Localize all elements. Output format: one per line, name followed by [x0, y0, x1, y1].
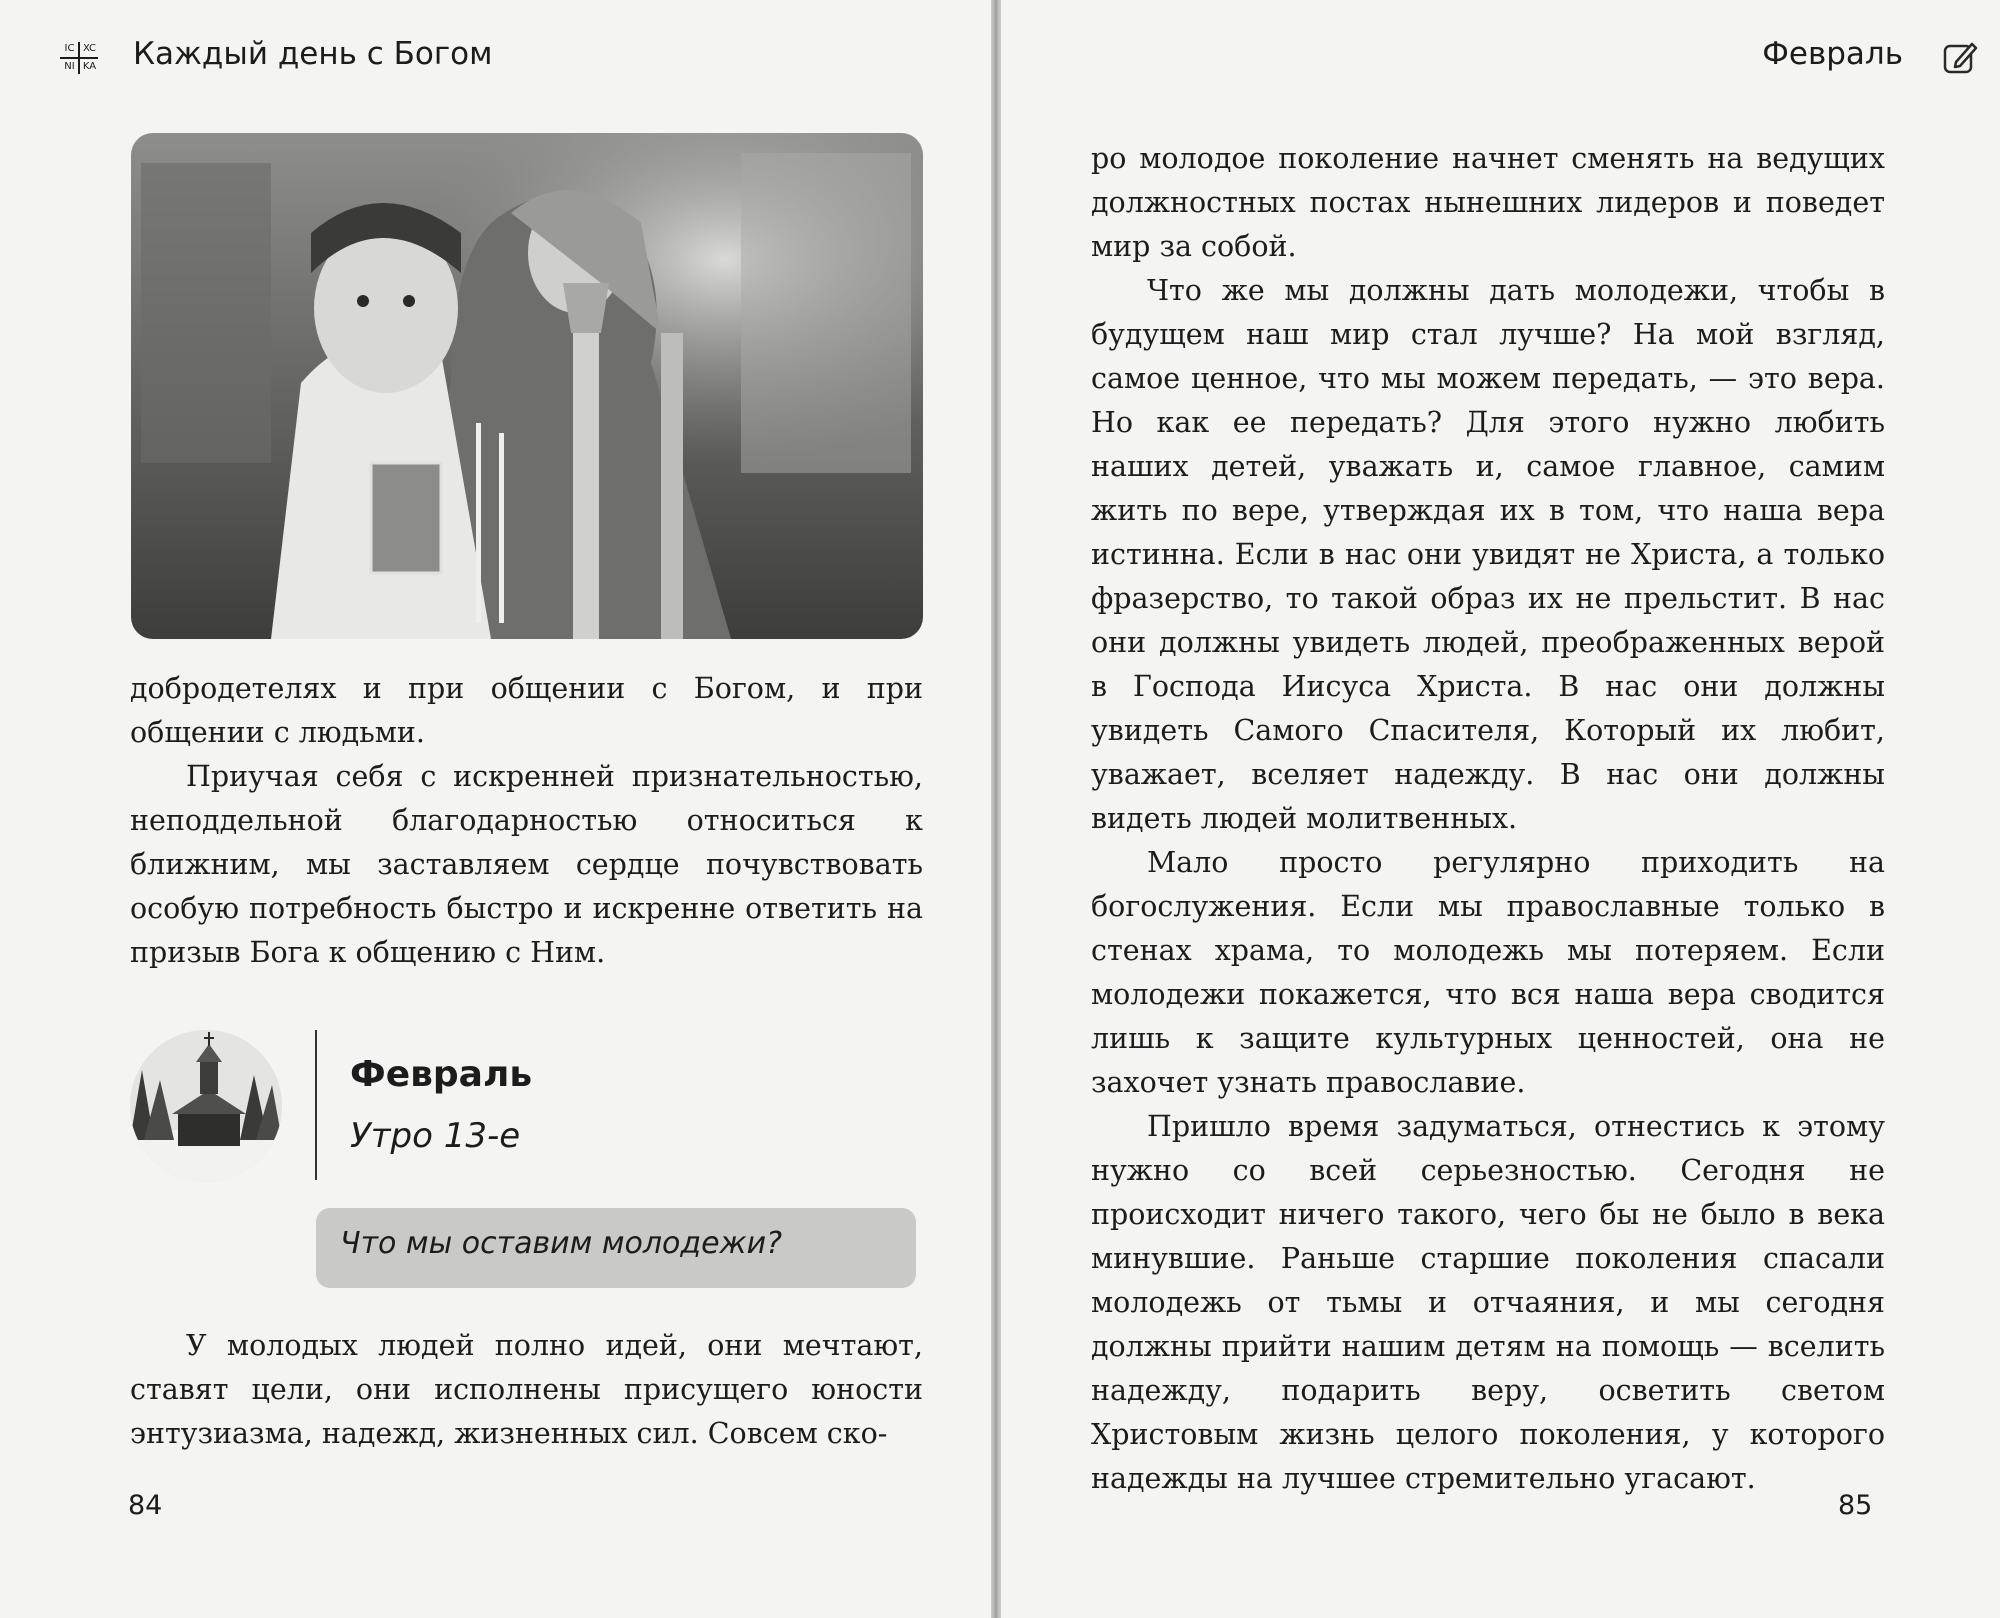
photo-mother-and-daughter [131, 133, 923, 639]
left-text-bottom [130, 1324, 923, 1456]
church-medallion [130, 1030, 282, 1182]
logo-letter-ic: IC [64, 43, 75, 54]
ichthys-cross-icon [60, 42, 98, 74]
day-label: Утро 13-е [350, 1116, 521, 1156]
paragraph: Мало просто регулярно приходить на богослужения. Если мы православные только в стенах храма, то молодежь мы потеряем. Если молодежи покажется, что вся наша вера сводится лишь к защите культурных ценностей, она не захочет узнать православие. [1091, 846, 1885, 1099]
pencil-square-icon [1942, 40, 1978, 76]
page-number-right: 85 [1838, 1490, 1873, 1521]
logo-letter-ka: KA [82, 61, 97, 72]
running-head-right: Февраль [1762, 36, 1903, 72]
paragraph: ро молодое поколение начнет сменять на ведущих должностных постах нынешних лидеров и поведет мир за собой. [1091, 142, 1885, 263]
paragraph: Что же мы должны дать молодежи, чтобы в будущем наш мир стал лучше? На мой взгляд, самое ценное, что мы можем передать, — это вера. Но как ее передать? Для этого нужно любить наших детей, уважать и, самое главное, самим жить по вере, утверждая их в том, что наша вера истинна. Если в нас они увидят не Христа, а только фразерство, то такой образ их не прельстит. В нас они должны увидеть людей, преображенных верой в Господа Иисуса Христа. В нас они должны увидеть Самого Спасителя, Который их любит, уважает, вселяет надежду. В нас они должны видеть людей молитвенных. [1091, 274, 1885, 835]
left-page [0, 0, 993, 1618]
paragraph: Приучая себя с искренней признательностью, неподдельной благодарностью относиться к ближним, мы заставляем сердце почувствовать особую потребность быстро и искренне ответить на призыв Бога к общению с Ним. [130, 760, 923, 969]
month-title: Февраль [350, 1054, 533, 1095]
reading-title: Что мы оставим молодежи? [316, 1208, 916, 1288]
heading-divider [315, 1030, 317, 1180]
paragraph: добродетелях и при общении с Богом, и при общении с людьми. [130, 672, 923, 749]
logo-letter-ni: NI [64, 61, 75, 72]
running-head-left: Каждый день с Богом [133, 36, 493, 72]
right-text [1091, 137, 1885, 1501]
paragraph: Пришло время задуматься, отнестись к этому нужно со всей серьезностью. Сегодня не происходит ничего такого, чего бы не было в века минувшие. Раньше старшие поколения спасали молодежь от тьмы и отчаяния, и мы сегодня должны прийти нашим детям на помощь — вселить надежду, подарить веру, осветить светом Христовым жизнь целого поколения, у которого надежды на лучшее стремительно угасают. [1091, 1110, 1885, 1495]
logo-letter-xc: XC [82, 43, 97, 54]
page-number-left: 84 [128, 1490, 163, 1521]
left-text-top [130, 667, 923, 975]
paragraph: У молодых людей полно идей, они мечтают, ставят цели, они исполнены присущего юности энтузиазма, надежд, жизненных сил. Совсем ско- [130, 1329, 923, 1450]
